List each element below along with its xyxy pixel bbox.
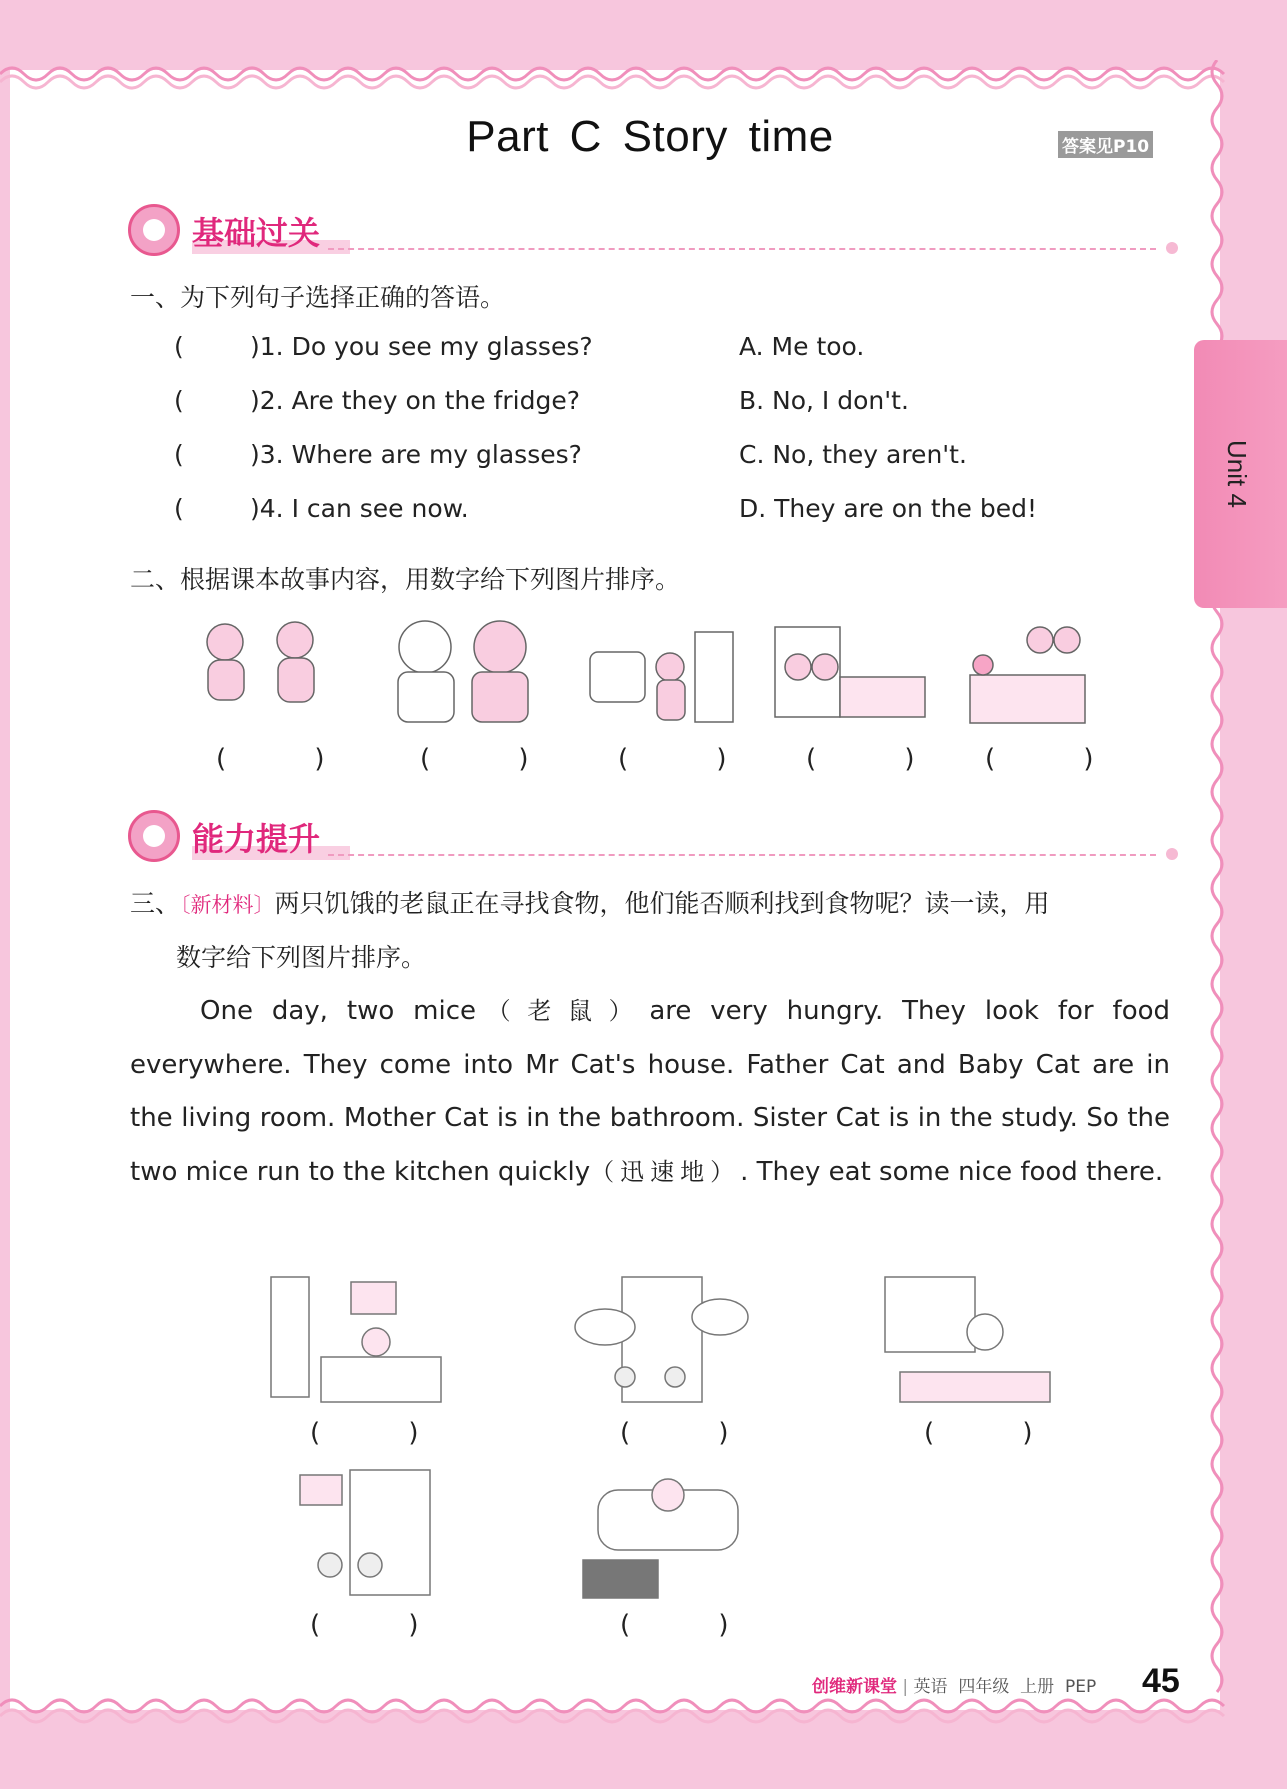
story-text-part3: . They eat some nice food there. — [740, 1156, 1164, 1187]
match-question: ) 1. Do you see my glasses? — [250, 332, 593, 361]
match-answer: C. No, they aren't. — [739, 440, 967, 469]
answer-blank[interactable] — [174, 494, 184, 523]
answer-blank[interactable] — [174, 440, 184, 469]
match-question: ) 2. Are they on the fridge? — [250, 386, 580, 415]
match-answer: B. No, I don't. — [739, 386, 909, 415]
story-text-part1: One day, two mice — [200, 996, 477, 1026]
mice-story-picture-bathroom — [880, 1272, 1055, 1407]
mice-story-picture-living-room-sofa — [578, 1465, 743, 1600]
match-row[interactable] — [174, 494, 1124, 534]
footer-separator: | — [902, 1677, 909, 1697]
match-answer: A. Me too. — [739, 332, 865, 361]
page-number: 45 — [1142, 1662, 1180, 1700]
order-blank[interactable]: ( ) — [618, 744, 767, 774]
dashed-divider — [328, 854, 1156, 856]
cartoon-face-icon — [128, 810, 180, 862]
match-row[interactable] — [174, 386, 1124, 426]
wavy-border-right — [1205, 60, 1235, 1710]
match-answer: D. They are on the bed! — [739, 494, 1037, 523]
page-footer — [812, 1672, 1096, 1697]
question-3-title-line2: 数字给下列图片排序。 — [176, 943, 427, 972]
bear-story-picture-2 — [380, 612, 550, 727]
bear-story-picture-5 — [965, 620, 1090, 728]
story-note-quickly: （迅速地） — [590, 1157, 741, 1186]
story-note-mice: （老鼠） — [476, 997, 650, 1025]
footer-edition: PEP — [1064, 1677, 1097, 1697]
order-blank[interactable]: ( ) — [310, 1610, 459, 1640]
answer-blank[interactable] — [174, 386, 184, 415]
unit-tab-label: Unit 4 — [1222, 440, 1252, 508]
bear-story-picture-3 — [585, 622, 740, 727]
question-3-title-line1: 两只饥饿的老鼠正在寻找食物，他们能否顺利找到食物呢？读一读，用 — [274, 889, 1050, 918]
cartoon-face-icon — [128, 204, 180, 256]
order-blank[interactable]: ( ) — [310, 1418, 459, 1448]
order-blank[interactable]: ( ) — [620, 1610, 769, 1640]
dashed-divider — [328, 248, 1156, 250]
answer-reference-badge: 答案见P10 — [1058, 131, 1153, 158]
order-blank[interactable]: ( ) — [806, 744, 955, 774]
page-title: Part C Story time — [466, 112, 834, 161]
story-text-part2: are very hungry. They look for food everywhere. They come into Mr Cat's house. Father Cat and Baby Cat are in the living room. Mother Cat is in the bathroom. Sister Cat is in the study. So the two mice run to the kitchen quickly — [130, 996, 1171, 1187]
mice-story-picture-kitchen — [570, 1272, 755, 1407]
wavy-border-top — [0, 52, 1287, 92]
divider-end-dot — [1166, 242, 1178, 254]
question-3-number: 三、 — [130, 889, 181, 918]
footer-subject: 英语 — [913, 1677, 948, 1697]
match-row[interactable] — [174, 440, 1124, 480]
new-material-tag: 〔新材料〕 — [180, 893, 275, 917]
section-heading-label: 能力提升 — [192, 814, 350, 860]
question-1-title: 一、为下列句子选择正确的答语。 — [130, 283, 506, 312]
bear-story-picture-1 — [180, 612, 345, 727]
order-blank[interactable]: ( ) — [216, 744, 365, 774]
footer-volume: 上册 — [1020, 1677, 1055, 1697]
order-blank[interactable]: ( ) — [924, 1418, 1073, 1448]
mice-story-picture-study — [266, 1272, 446, 1407]
mice-story-picture-living-room-door — [270, 1465, 435, 1600]
question-2-title: 二、根据课本故事内容，用数字给下列图片排序。 — [130, 565, 681, 594]
match-question: ) 3. Where are my glasses? — [250, 440, 582, 469]
order-blank[interactable]: ( ) — [620, 1418, 769, 1448]
footer-brand: 创维新课堂 — [812, 1677, 897, 1697]
match-row[interactable] — [174, 332, 1124, 372]
bear-story-picture-4 — [770, 622, 930, 727]
divider-end-dot — [1166, 848, 1178, 860]
section-heading-basic — [128, 200, 1178, 256]
unit-side-tab — [1194, 340, 1287, 608]
section-heading-label: 基础过关 — [192, 208, 350, 254]
order-blank[interactable]: ( ) — [420, 744, 569, 774]
order-blank[interactable]: ( ) — [985, 744, 1134, 774]
match-question: ) 4. I can see now. — [250, 494, 469, 523]
footer-grade: 四年级 — [958, 1677, 1010, 1697]
answer-blank[interactable] — [174, 332, 184, 361]
question-3-title — [130, 884, 1170, 920]
wavy-border-bottom — [0, 1692, 1287, 1732]
story-passage — [130, 985, 1170, 1199]
section-heading-advanced — [128, 806, 1178, 862]
